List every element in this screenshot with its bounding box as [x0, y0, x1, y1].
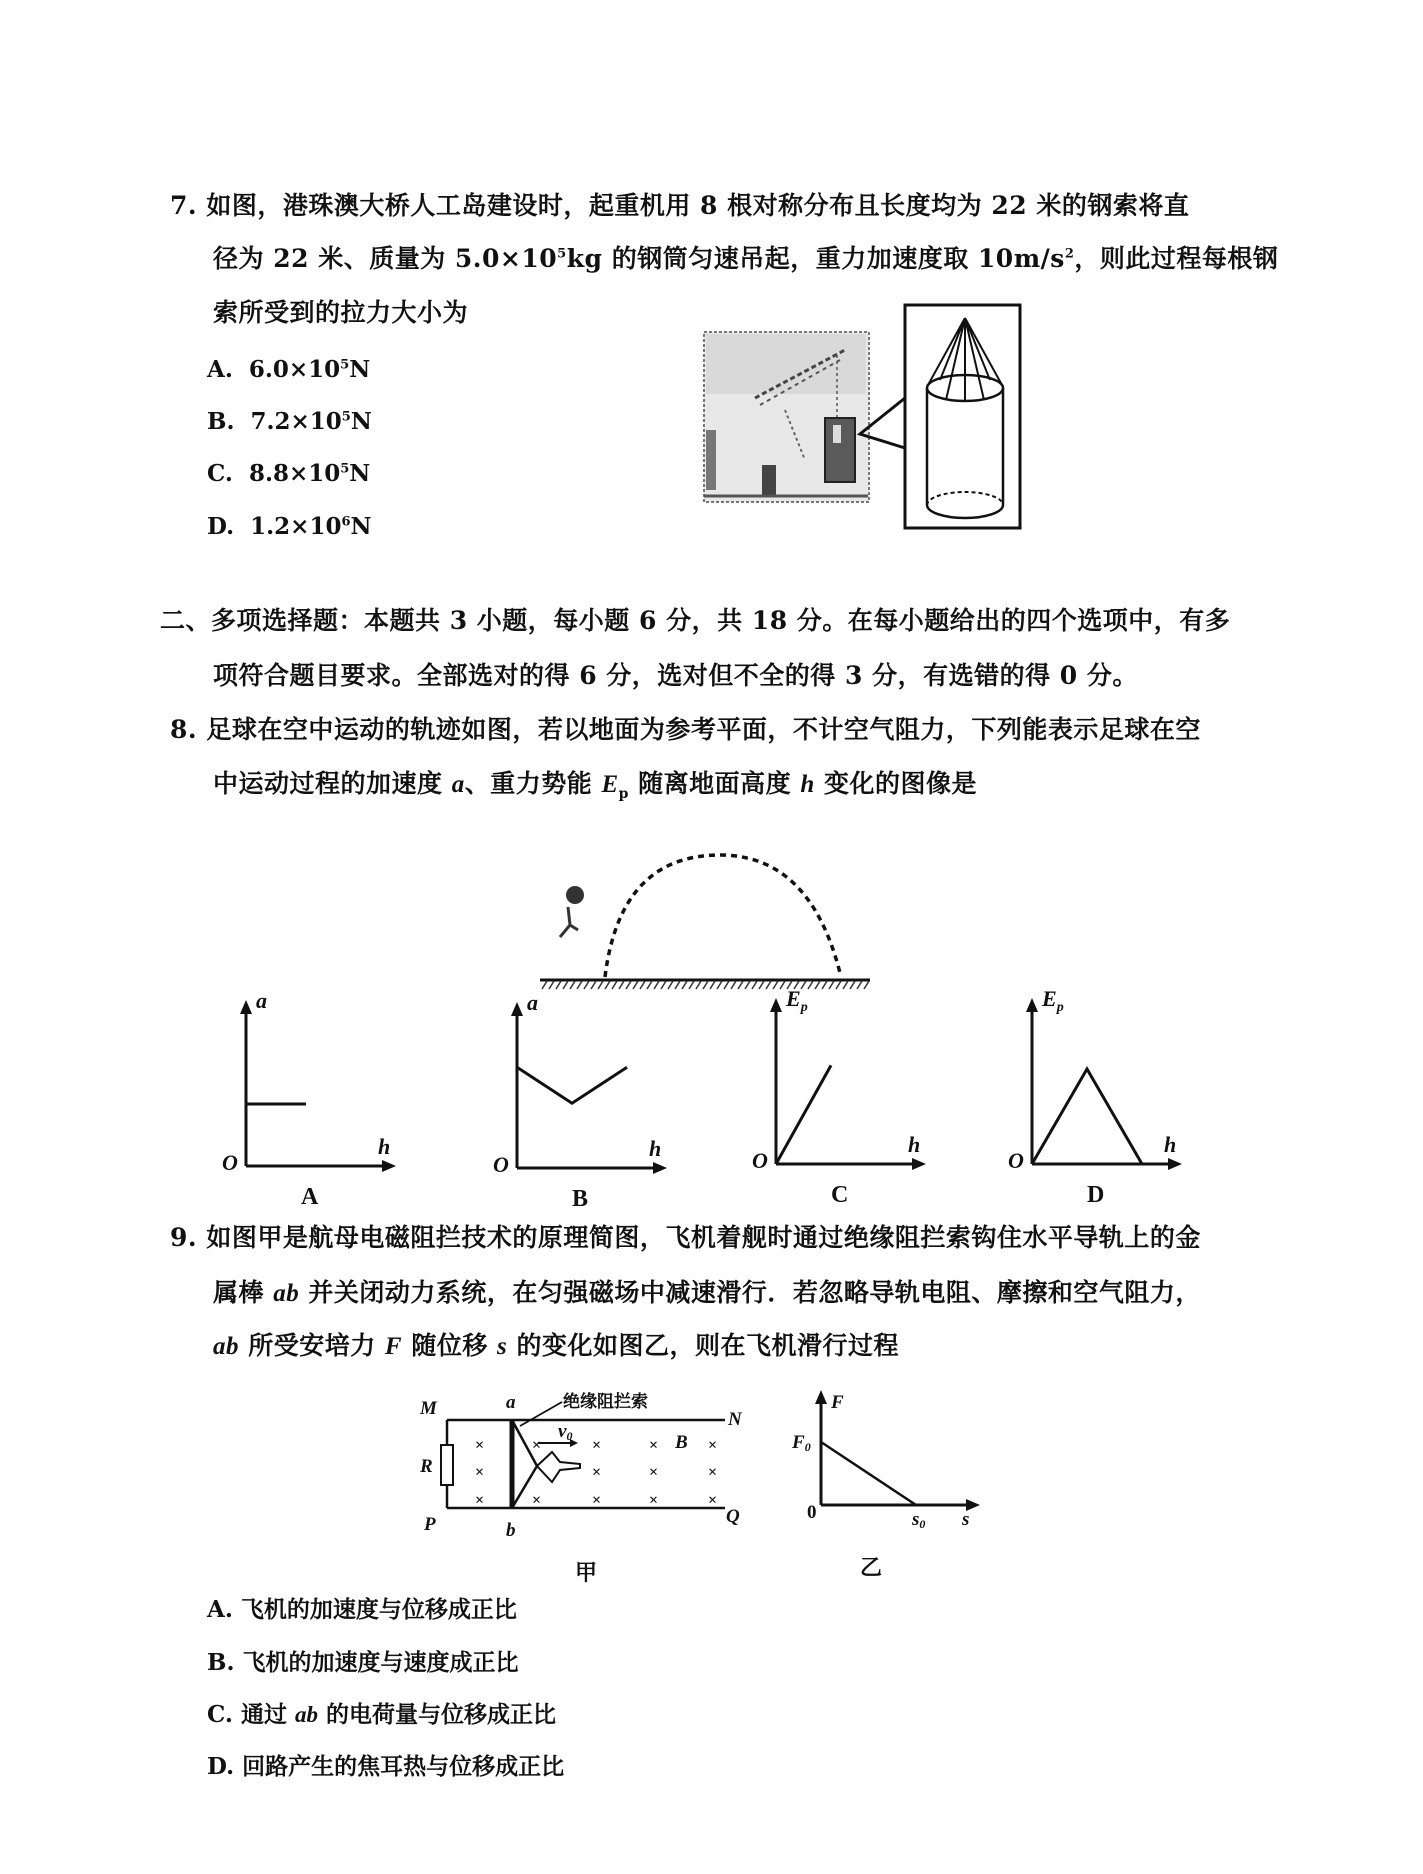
field-x-mark: × — [649, 1492, 659, 1509]
q7-option-c[interactable]: C. $8.8\times 10^5N$ — [207, 460, 371, 487]
x-axis-arrow — [912, 1158, 926, 1170]
field-x-mark: × — [592, 1492, 602, 1509]
label-cable: 绝缘阻拦索 — [563, 1392, 648, 1411]
y-intercept-label: F0 — [792, 1432, 811, 1454]
section-2-heading-line-1: 二、多项选择题：本题共 3 小题，每小题 6 分，共 18 分。在每小题给出的四个选项中，有多 — [160, 606, 1231, 635]
q7-line-1: 7. 如图，港珠澳大桥人工岛建设时，起重机用 8 根对称分布且长度均为 22 米的钢索将直 — [170, 191, 1190, 220]
y-axis-arrow — [815, 1390, 827, 1404]
label-a: a — [506, 1392, 516, 1413]
q7-option-a[interactable]: A. $6.0\times 10^5N$ — [207, 356, 371, 383]
series-line-c — [776, 1065, 831, 1164]
graph-caption: D — [1087, 1182, 1105, 1208]
q7-number: 7. — [170, 191, 198, 220]
q9-number: 9. — [170, 1223, 198, 1252]
y-axis-label: a — [527, 990, 538, 1015]
graph-labels-yi — [791, 1392, 969, 1580]
graph-b — [511, 1002, 667, 1174]
field-x-mark: × — [475, 1492, 485, 1509]
x-axis-label: h — [908, 1132, 921, 1157]
field-x-mark: × — [649, 1464, 659, 1481]
y-axis-label: $E_p$ — [1042, 986, 1064, 1015]
x-axis-label: s — [962, 1509, 970, 1530]
label-n: N — [728, 1409, 742, 1430]
x-intercept-label: s0 — [912, 1509, 926, 1531]
caption-yi: 乙 — [860, 1555, 883, 1580]
q9-option-b[interactable]: B. 飞机的加速度与速度成正比 — [207, 1649, 519, 1676]
y-axis-label: $E_p$ — [786, 986, 808, 1015]
q8-number: 8. — [170, 715, 198, 744]
graph-caption: A — [301, 1184, 319, 1210]
graph-d — [1026, 998, 1182, 1170]
graph-a — [240, 1000, 396, 1172]
figure-yi-graph — [780, 1390, 1020, 1610]
label-q: Q — [726, 1506, 740, 1527]
q9-line-1: 9. 如图甲是航母电磁阻拦技术的原理简图，飞机着舰时通过绝缘阻拦索钩住水平导轨上的金 — [170, 1223, 1201, 1252]
graph-caption: B — [572, 1186, 589, 1212]
field-x-mark: × — [475, 1464, 485, 1481]
x-axis-arrow — [653, 1162, 667, 1174]
label-r: R — [420, 1456, 433, 1477]
graph-c — [770, 998, 926, 1170]
q7-line-2: 径为 22 米、质量为 $5.0\times 10^5kg$ 的钢筒匀速吊起，重力加速度取 $10m/s^2$，则此过程每根钢 — [213, 244, 1279, 273]
field-x-mark: × — [708, 1464, 718, 1481]
q9-option-a[interactable]: A. 飞机的加速度与位移成正比 — [207, 1596, 517, 1623]
q9-line-3: ab 所受安培力 F 随位移 s 的变化如图乙，则在飞机滑行过程 — [213, 1331, 899, 1360]
q9-option-d[interactable]: D. 回路产生的焦耳热与位移成正比 — [207, 1753, 565, 1780]
q9-option-c[interactable]: C. 通过 ab 的电荷量与位移成正比 — [207, 1701, 556, 1728]
origin-label: O — [222, 1150, 238, 1175]
figure-jia-circuit — [420, 1390, 780, 1610]
q8-line-2: 中运动过程的加速度 a、重力势能 $E_p$ 随离地面高度 h 变化的图像是 — [213, 769, 977, 802]
airplane-icon — [537, 1452, 580, 1482]
field-x-mark: × — [708, 1492, 718, 1509]
label-p: P — [424, 1514, 436, 1535]
x-axis-label: h — [378, 1134, 391, 1159]
field-x-mark: × — [649, 1437, 659, 1454]
field-x-mark: × — [592, 1437, 602, 1454]
series-line-b — [517, 1067, 627, 1103]
field-x-mark: × — [708, 1437, 718, 1454]
series-line-f-s — [821, 1442, 916, 1505]
label-v0: v0 — [558, 1421, 573, 1443]
label-b-field: B — [675, 1432, 688, 1453]
y-axis-label: F — [831, 1392, 844, 1413]
field-x-mark: × — [592, 1464, 602, 1481]
graph-caption: C — [831, 1182, 849, 1208]
y-axis-arrow — [511, 1002, 523, 1016]
section-2-heading-line-2: 项符合题目要求。全部选对的得 6 分，选对但不全的得 3 分，有选错的得 0 分。 — [213, 661, 1138, 690]
label-b: b — [506, 1520, 516, 1541]
x-axis-arrow — [1168, 1158, 1182, 1170]
q7-option-b[interactable]: B. $7.2\times 10^5N$ — [207, 408, 372, 435]
field-x-mark: × — [532, 1492, 542, 1509]
x-axis-arrow — [382, 1160, 396, 1172]
label-m: M — [420, 1398, 437, 1419]
origin-label: O — [752, 1148, 768, 1173]
y-axis-arrow — [240, 1000, 252, 1014]
field-x-mark: × — [475, 1437, 485, 1454]
caption-jia: 甲 — [575, 1560, 598, 1585]
origin-label: 0 — [807, 1502, 817, 1523]
q8-line-1: 8. 足球在空中运动的轨迹如图，若以地面为参考平面，不计空气阻力，下列能表示足球在空 — [170, 715, 1201, 744]
y-axis-label: a — [256, 988, 267, 1013]
origin-label: O — [1008, 1148, 1024, 1173]
series-line-d — [1032, 1069, 1142, 1164]
y-axis-arrow — [770, 998, 782, 1012]
x-axis-label: h — [1164, 1132, 1177, 1157]
field-x-mark: × — [532, 1437, 542, 1454]
q7-line-3: 索所受到的拉力大小为 — [213, 298, 469, 327]
q7-option-d[interactable]: D. $1.2\times 10^6N$ — [207, 513, 372, 540]
y-axis-arrow — [1026, 998, 1038, 1012]
resistor-r — [441, 1445, 453, 1485]
x-axis-label: h — [649, 1136, 662, 1161]
origin-label: O — [493, 1152, 509, 1177]
q9-line-2: 属棒 ab 并关闭动力系统，在匀强磁场中减速滑行．若忽略导轨电阻、摩擦和空气阻力， — [213, 1278, 1201, 1307]
